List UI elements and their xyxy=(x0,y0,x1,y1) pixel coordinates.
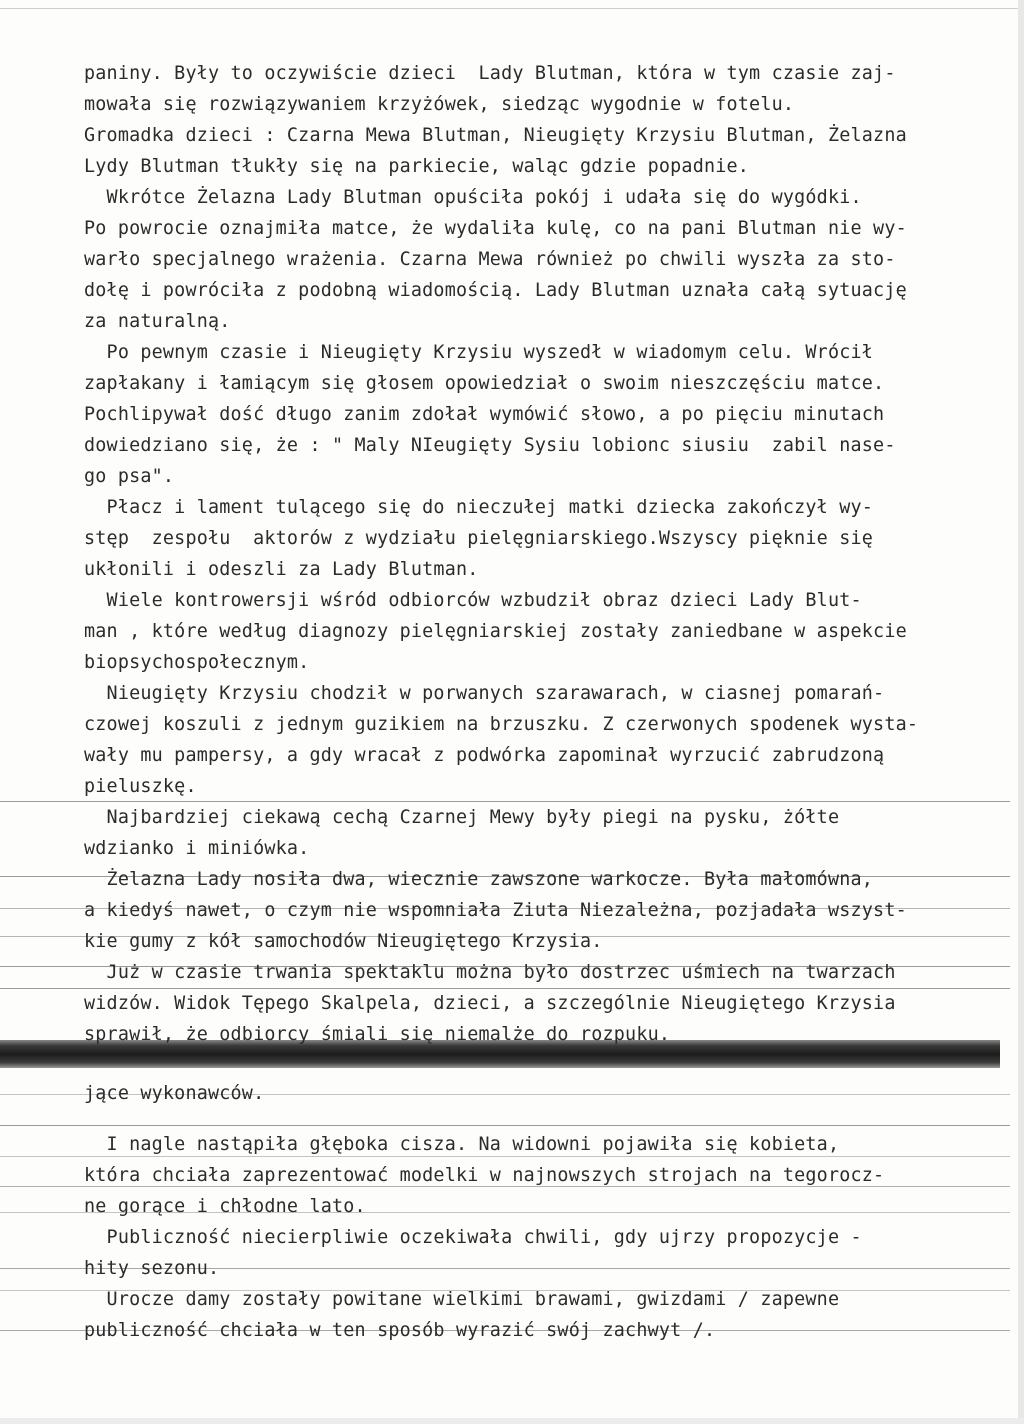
text-line: a kiedyś nawet, o czym nie wspomniała Ziuta Niezależna, pozjadała wszyst- xyxy=(84,900,907,921)
text-line: która chciała zaprezentować modelki w najnowszych strojach na tegorocz- xyxy=(84,1165,885,1186)
text-line: dołę i powróciła z podobną wiadomością. Lady Blutman uznała całą sytuację xyxy=(84,280,907,301)
text-line: I nagle nastąpiła głęboka cisza. Na widowni pojawiła się kobieta, xyxy=(84,1134,840,1155)
text-line: wdzianko i miniówka. xyxy=(84,838,310,859)
text-line: dowiedziano się, że : " Maly NIeugięty Sysiu lobionc siusiu zabil nase- xyxy=(84,435,896,456)
text-line: za naturalną. xyxy=(84,311,231,332)
paragraphs-block-2 xyxy=(84,1078,984,1109)
scan-artifact-line xyxy=(0,8,1024,9)
text-line: Żelazna Lady nosiła dwa, wiecznie zawszone warkocze. Była małomówna, xyxy=(84,869,874,890)
typed-text xyxy=(84,58,984,1346)
text-line: ne gorące i chłodne lato. xyxy=(84,1196,366,1217)
text-line: mowała się rozwiązywaniem krzyżówek, siedząc wygodnie w fotelu. xyxy=(84,94,795,115)
text-line: stęp zespołu aktorów z wydziału pielęgniarskiego.Wszyscy pięknie się xyxy=(84,528,874,549)
text-line: ukłonili i odeszli za Lady Blutman. xyxy=(84,559,479,580)
obscured-line-gap xyxy=(84,1050,984,1078)
text-line: publiczność chciała w ten sposób wyrazić swój zachwyt /. xyxy=(84,1320,716,1341)
text-line: Pochlipywał dość długo zanim zdołał wymówić słowo, a po pięciu minutach xyxy=(84,404,885,425)
paragraphs-block-3 xyxy=(84,1129,984,1346)
text-line: pieluszkę. xyxy=(84,776,197,797)
text-line: Gromadka dzieci : Czarna Mewa Blutman, Nieugięty Krzysiu Blutman, Żelazna xyxy=(84,125,907,146)
text-line: Lydy Blutman tłukły się na parkiecie, waląc gdzie popadnie. xyxy=(84,156,750,177)
text-line: sprawił, że odbiorcy śmiali się niemalże do rozpuku. xyxy=(84,1024,671,1045)
page-edge-right xyxy=(1018,0,1024,1424)
text-line: Płacz i lament tulącego się do nieczułej matki dziecka zakończył wy- xyxy=(84,497,874,518)
text-line: paniny. Były to oczywiście dzieci Lady Blutman, która w tym czasie zaj- xyxy=(84,63,896,84)
text-line: Wiele kontrowersji wśród odbiorców wzbudził obraz dzieci Lady Blut- xyxy=(84,590,862,611)
text-line: wały mu pampersy, a gdy wracał z podwórka zapominał wyrzucić zabrudzoną xyxy=(84,745,885,766)
text-line: man , które według diagnozy pielęgniarskiej zostały zaniedbane w aspekcie xyxy=(84,621,907,642)
text-line: kie gumy z kół samochodów Nieugiętego Krzysia. xyxy=(84,931,603,952)
text-line: Po powrocie oznajmiła matce, że wydaliła kulę, co na pani Blutman nie wy- xyxy=(84,218,907,239)
text-line: biopsychospołecznym. xyxy=(84,652,310,673)
text-line: jące wykonawców. xyxy=(84,1083,265,1104)
paragraphs-block-1 xyxy=(84,58,984,1050)
text-line: Urocze damy zostały powitane wielkimi brawami, gwizdami / zapewne xyxy=(84,1289,840,1310)
blank-line-gap xyxy=(84,1109,984,1129)
text-line: go psa". xyxy=(84,466,175,487)
text-line: zapłakany i łamiącym się głosem opowiedział o swoim nieszczęściu matce. xyxy=(84,373,885,394)
text-line: hity sezonu. xyxy=(84,1258,220,1279)
text-line: warło specjalnego wrażenia. Czarna Mewa również po chwili wyszła za sto- xyxy=(84,249,896,270)
text-line: Po pewnym czasie i Nieugięty Krzysiu wyszedł w wiadomym celu. Wrócił xyxy=(84,342,874,363)
text-line: Publiczność niecierpliwie oczekiwała chwili, gdy ujrzy propozycje - xyxy=(84,1227,862,1248)
text-line: Już w czasie trwania spektaklu można było dostrzec uśmiech na twarzach xyxy=(84,962,896,983)
text-line: Nieugięty Krzysiu chodził w porwanych szarawarach, w ciasnej pomarań- xyxy=(84,683,885,704)
page-edge-bottom xyxy=(0,1418,1024,1424)
text-line: czowej koszuli z jednym guzikiem na brzuszku. Z czerwonych spodenek wysta- xyxy=(84,714,919,735)
text-line: Wkrótce Żelazna Lady Blutman opuściła pokój i udała się do wygódki. xyxy=(84,187,862,208)
text-line: widzów. Widok Tępego Skalpela, dzieci, a szczególnie Nieugiętego Krzysia xyxy=(84,993,896,1014)
text-line: Najbardziej ciekawą cechą Czarnej Mewy były piegi na pysku, żółte xyxy=(84,807,840,828)
